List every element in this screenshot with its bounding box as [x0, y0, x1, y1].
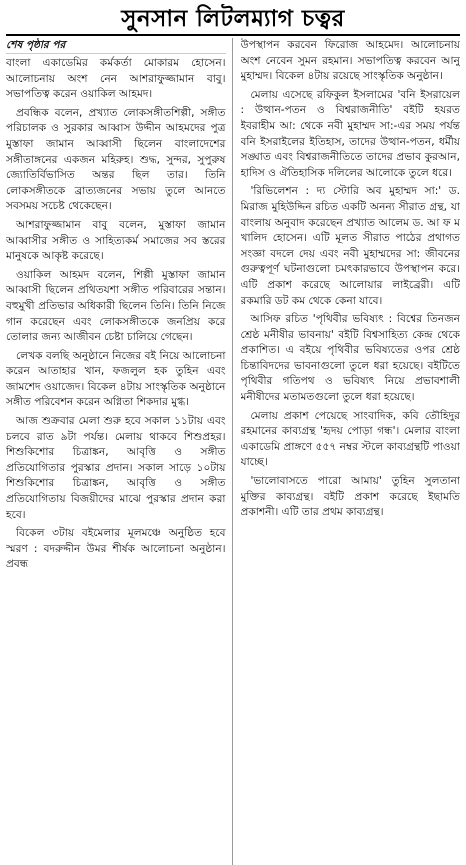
headline: সুনসান লিটলম্যাগ চত্বর: [6, 4, 460, 36]
article-paragraph: মেলায় প্রকাশ পেয়েছে সাংবাদিক, কবি তৌহিদুর রহমানের কাব্যগ্রন্থ 'হৃদয় পোড়া গন্ধ'। মেলার বাংলা একাডেমি প্রাঙ্গণে ৫৫৭ নম্বর স্টলে কাব্যগ্রন্থটি পাওয়া যাচ্ছে।: [240, 409, 460, 469]
right-column: [241, 38, 461, 865]
left-column: [6, 38, 233, 865]
article-columns: [6, 38, 460, 865]
article-paragraph: 'ভালোবাসতে পারো আমায়' তুহিন সুলতানা মুক্তির কাব্যগ্রন্থ। বইটি প্রকাশ করেছে ইছামতি প্রকাশনী। এটি তার প্রথম কাব্যগ্রন্থ।: [240, 475, 460, 519]
article-paragraph: ওয়াকিল আহমদ বলেন, শিল্পী মুস্তাফা জামান আব্বাসী ছিলেন প্রথিতযশা সঙ্গীত পরিবারের সন্তান। বহুমুখী প্রতিভার অধিকারী ছিলেন তিনি। তিনি নিজে গান করেছেন এবং লোকসঙ্গীতকে জনপ্রিয় করে তোলার জন্য আজীবন চেষ্টা চালিয়ে গেছেন।: [6, 268, 226, 344]
article-paragraph: লেখক বলছি অনুষ্ঠানে নিজের বই নিয়ে আলোচনা করেন আতাহার খান, ফজলুল হক তুহিন এবং জামশেদ ওয়াজেদ। বিকেল ৪টায় সাংস্কৃতিক অনুষ্ঠানে সঙ্গীত পরিবেশন করেন অগ্নিতা শিকদার মুগ্ধ।: [6, 349, 226, 409]
article-paragraph: আজ শুক্রবার মেলা শুরু হবে সকাল ১১টায় এবং চলবে রাত ৯টা পর্যন্ত। মেলায় থাকবে শিশুপ্রহর। শিশুকিশোর চিত্রাঙ্কন, আবৃত্তি ও সঙ্গীত প্রতিযোগিতার পুরস্কার প্রদান। সকাল সাড়ে ১০টায় শিশুকিশোর চিত্রাঙ্কন, আবৃত্তি ও সঙ্গীত প্রতিযোগিতায় বিজয়ীদের মাঝে পুরস্কার প্রদান করা হবে।: [6, 415, 226, 521]
article-paragraph: মেলায় এসেছে রফিকুল ইসলামের 'বনি ইসরায়েল : উত্থান-পতন ও বিশ্বরাজনীতি' বইটি হযরত ইবরাহীম আ: থেকে নবী মুহাম্মদ সা:-এর সময় পর্যন্ত বনি ইসরাইলের ইতিহাস, তাদের উত্থান-পতন, ধর্মীয় সঙ্ঘাত এবং বিশ্বরাজনীতিতে তাদের প্রভাব কুরআন, হাদিস ও ঐতিহাসিক দলিলের আলোকে তুলে ধরে।: [240, 88, 460, 179]
article-paragraph: প্রবন্ধিক বলেন, প্রখ্যাত লোকসঙ্গীতশিল্পী, সঙ্গীত পরিচালক ও সুরকার আব্বাস উদ্দীন আহমদের পুত্র মুস্তাফা জামান আব্বাসী ছিলেন বাংলাদেশের সঙ্গীতাঙ্গনের একজন মহিরুহ। শুদ্ধ, সুন্দর, সুপুরুষ জ্যোতির্বিভাসিত অন্তর ছিল তার। তিনি লোকসঙ্গীতকে ব্রাত্যজনের সভায় তুলে আনতে সবসময় সচেষ্ট থেকেছেন।: [6, 106, 226, 213]
article-paragraph: উপস্থাপন করবেন ফিরোজ আহমেদ। আলোচনায় অংশ নেবেন সুমন রহমান। সভাপতিত্ব করবেন আনু মুহাম্মদ। বিকেল ৪টায় রয়েছে সাংস্কৃতিক অনুষ্ঠান।: [240, 39, 460, 83]
article-paragraph: 'রিভিলেশন : দ্য স্টোরি অব মুহাম্মদ সা:' ড. মিরাজ মুহিউদ্দিন রচিত একটি অনন্য সীরাত গ্রন্থ, যা বাংলায় অনুবাদ করেছেন প্রখ্যাত আলেম ড. আ ফ ম খালিদ হোসেন। এটি মূলত সীরাত পাঠের প্রথাগত সংজ্ঞা বদলে দেয় এবং নবী মুহাম্মদের সা: জীবনের গুরুত্বপূর্ণ ঘটনাগুলো চমৎকারভাবে উপস্থাপন করে। এটি প্রকাশ করেছে আলোয়ার লাইব্রেরী। এটি রকমারি ডট কম থেকে কেনা যাবে।: [240, 185, 460, 307]
article-paragraph: বিকেল ৩টায় বইমেলার মূলমঞ্চে অনুষ্ঠিত হবে স্মরণ : বদরুদ্দীন উমর শীর্ষক আলোচনা অনুষ্ঠান। প্রবন্ধ: [6, 527, 226, 571]
continuation-kicker: শেষ পৃষ্ঠার পর: [6, 38, 226, 54]
article-paragraph: আশরাফুজ্জামান বাবু বলেন, মুস্তাফা জামান আব্বাসীর সঙ্গীত ও সাহিত্যকর্ম সমাজের সব স্তরের মানুষকে আকৃষ্ট করেছে।: [6, 218, 226, 263]
article-paragraph: আসিফ রচিত 'পৃথিবীর ভবিষ্যৎ : বিশ্বের তিনজন শ্রেষ্ঠ মনীষীর ভাবনায়' বইটি বিশ্বসাহিত্য কেন্দ্র থেকে প্রকাশিত। এ বইয়ে পৃথিবীর ভবিষ্যতের ওপর শ্রেষ্ঠ চিন্তাবিদদের ভাবনাগুলো তুলে ধরা হয়েছে। বইটিতে পৃথিবীর গতিপথ ও ভবিষ্যৎ নিয়ে প্রভাবশালী মনীষীদের মতামতগুলো তুলে ধরা হয়েছে।: [240, 313, 460, 404]
article-paragraph: বাংলা একাডেমির কর্মকর্তা মোকারম হোসেন। আলোচনায় অংশ নেন আশরাফুজ্জামান বাবু। সভাপতিত্ব করেন ওয়াকিল আহমদ।: [6, 57, 226, 101]
